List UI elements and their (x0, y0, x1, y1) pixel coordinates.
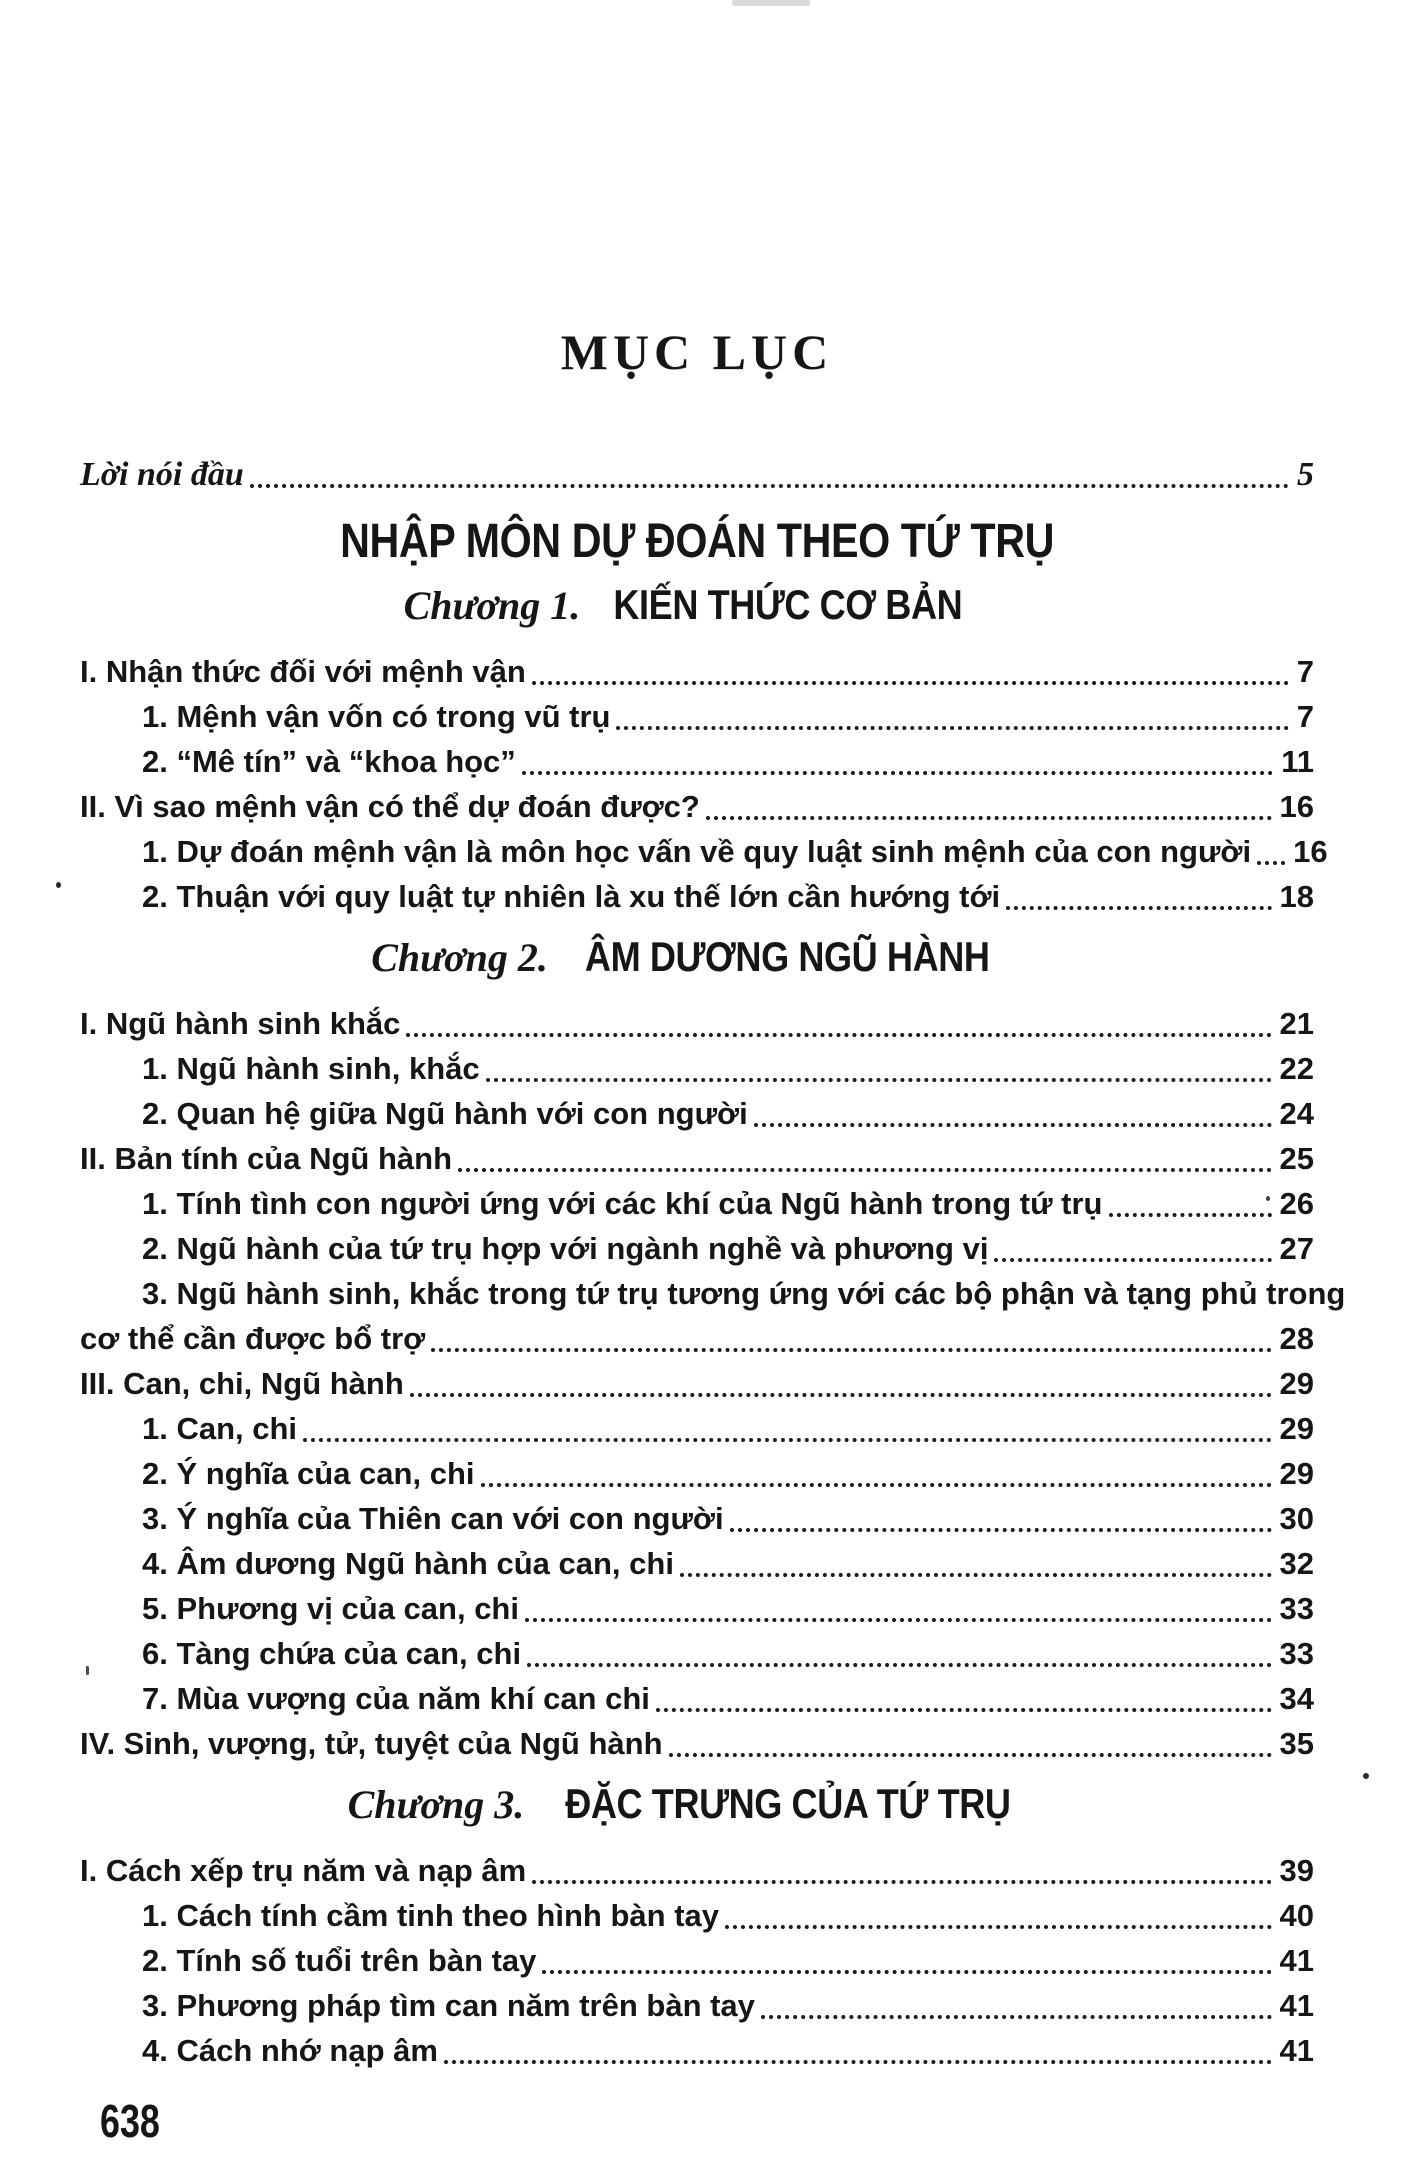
toc-entry (80, 1136, 1314, 1181)
front-matter-label: Lời nói đầu (80, 456, 244, 493)
toc-entry (80, 874, 1314, 919)
toc-entry (80, 1451, 1314, 1496)
dot-leader (444, 2060, 1272, 2064)
toc-entry-page: 40 (1279, 1898, 1314, 1933)
dot-leader (761, 2015, 1272, 2019)
toc-entry-page: 16 (1279, 789, 1314, 824)
scan-speck (1363, 1773, 1369, 1779)
toc-entry (80, 1541, 1314, 1586)
toc-entry (80, 1721, 1314, 1766)
dot-leader (522, 771, 1273, 775)
toc-entry-page: 32 (1279, 1546, 1314, 1581)
dot-leader (431, 1348, 1271, 1352)
dot-leader (486, 1078, 1272, 1082)
toc-entry-label: 2. Quan hệ giữa Ngũ hành với con người (142, 1096, 748, 1131)
dot-leader (1257, 861, 1285, 865)
chapter-title: ÂM DƯƠNG NGŨ HÀNH (585, 933, 990, 980)
toc-entry-label: 1. Tính tình con người ứng với các khí của Ngũ hành trong tứ trụ (142, 1186, 1103, 1221)
toc-entry-page: 11 (1281, 744, 1314, 779)
toc-entry-page: 21 (1279, 1006, 1314, 1041)
toc-entry-page: 41 (1279, 1988, 1314, 2023)
toc-entry-label: cơ thể cần được bổ trợ (80, 1321, 426, 1356)
part-title-text: NHẬP MÔN DỰ ĐOÁN THEO TỨ TRỤ (340, 515, 1054, 568)
toc-entry-label: 1. Cách tính cầm tinh theo hình bàn tay (142, 1898, 719, 1933)
toc-content (80, 0, 1346, 2073)
scan-speck (56, 882, 61, 888)
toc-entry-label: 4. Cách nhớ nạp âm (142, 2033, 438, 2068)
toc-entry (80, 1938, 1314, 1983)
dot-leader (525, 1618, 1272, 1622)
toc-entry-label: 2. “Mê tín” và “khoa học” (142, 744, 516, 779)
toc-entry (80, 739, 1314, 784)
toc-entry (80, 1586, 1314, 1631)
chapter-entries (80, 1001, 1346, 1766)
dot-leader (406, 1033, 1271, 1037)
toc-entry-label: I. Ngũ hành sinh khắc (80, 1006, 401, 1041)
dot-leader (250, 484, 1289, 488)
toc-entry-page: 28 (1279, 1321, 1314, 1356)
toc-entry-page: 7 (1296, 654, 1314, 689)
toc-entry-page: 29 (1279, 1411, 1314, 1446)
toc-entry-page: 22 (1279, 1051, 1314, 1086)
toc-entry-page: 25 (1279, 1141, 1314, 1176)
toc-entry-label: 3. Phương pháp tìm can năm trên bàn tay (142, 1988, 755, 2023)
dot-leader (532, 681, 1289, 685)
dot-leader (616, 726, 1288, 730)
toc-entry (80, 1226, 1314, 1271)
toc-entry-label: 3. Ý nghĩa của Thiên can với con người (142, 1501, 724, 1536)
toc-entry-label: 1. Ngũ hành sinh, khắc (142, 1051, 480, 1086)
chapter-prefix: Chương 1. (403, 583, 581, 628)
front-matter-page: 5 (1297, 456, 1314, 493)
toc-entry (80, 1983, 1314, 2028)
scan-speck (86, 1666, 89, 1675)
folio-number: 638 (100, 2095, 160, 2147)
toc-entry (80, 1893, 1314, 1938)
toc-entry-label: 4. Âm dương Ngũ hành của can, chi (142, 1546, 674, 1581)
dot-leader (303, 1438, 1271, 1442)
toc-entry (80, 1676, 1314, 1721)
dot-leader (754, 1123, 1272, 1127)
toc-entry (80, 1316, 1314, 1361)
chapter-entries (80, 1848, 1314, 2073)
toc-entry-label: 1. Dự đoán mệnh vận là môn học vấn về quy luật sinh mệnh của con người (142, 834, 1252, 869)
toc-entry-page: 33 (1279, 1591, 1314, 1626)
dot-leader (1109, 1213, 1272, 1217)
toc-entry-page: 41 (1279, 1943, 1314, 1978)
toc-entry (80, 1091, 1314, 1136)
toc-entry-page: 26 (1279, 1186, 1314, 1221)
toc-entry-label: 1. Can, chi (142, 1411, 298, 1446)
toc-entry-label: III. Can, chi, Ngũ hành (80, 1366, 404, 1401)
toc-entry-label: 2. Tính số tuổi trên bàn tay (142, 1943, 537, 1978)
toc-entry-page: 24 (1279, 1096, 1314, 1131)
dot-leader (994, 1258, 1271, 1262)
chapter-title: KIẾN THỨC CƠ BẢN (613, 581, 962, 628)
toc-entry (80, 1496, 1314, 1541)
toc-entry-page: 29 (1279, 1456, 1314, 1491)
dot-leader (730, 1528, 1272, 1532)
toc-entry-label: 3. Ngũ hành sinh, khắc trong tứ trụ tương ứng với các bộ phận và tạng phủ trong (142, 1276, 1346, 1311)
chapter-heading (80, 933, 1314, 991)
toc-entry-page: 16 (1293, 834, 1328, 869)
toc-entry-page: 34 (1279, 1681, 1314, 1716)
dot-leader (669, 1753, 1272, 1757)
page-title: MỤC LỤC (560, 324, 834, 380)
toc-entry (80, 1001, 1314, 1046)
toc-entry-label: II. Bản tính của Ngũ hành (80, 1141, 452, 1176)
chapter-prefix: Chương 2. (371, 935, 548, 980)
toc-entry (80, 1631, 1314, 1676)
toc-entry-page: 33 (1279, 1636, 1314, 1671)
dot-leader (1006, 906, 1271, 910)
toc-entry-page: 27 (1279, 1231, 1314, 1266)
toc-entry (80, 649, 1314, 694)
toc-entry (80, 1848, 1314, 1893)
dot-leader (656, 1708, 1272, 1712)
dot-leader (532, 1880, 1271, 1884)
scan-speck (1266, 1196, 1270, 1201)
toc-entry-page: 29 (1279, 1366, 1314, 1401)
dot-leader (542, 1970, 1271, 1974)
toc-entry-label: 2. Ngũ hành của tứ trụ hợp với ngành nghề và phương vị (142, 1231, 989, 1266)
toc-entry-page: 7 (1296, 699, 1314, 734)
toc-entry-page: 41 (1279, 2033, 1314, 2068)
toc-entry (80, 1406, 1314, 1451)
chapter-heading (80, 581, 1314, 639)
dot-leader (458, 1168, 1272, 1172)
dot-leader (725, 1925, 1272, 1929)
toc-entry-label: 6. Tàng chứa của can, chi (142, 1636, 522, 1671)
toc-entry (80, 1361, 1314, 1406)
toc-entry (80, 1271, 1346, 1316)
part-title (80, 517, 1314, 567)
toc-entry (80, 1046, 1314, 1091)
dot-leader (680, 1573, 1272, 1577)
toc-entry-label: 2. Ý nghĩa của can, chi (142, 1456, 475, 1491)
toc-entry-page: 39 (1279, 1853, 1314, 1888)
toc-sections (80, 581, 1346, 2073)
dot-leader (481, 1483, 1272, 1487)
toc-entry (80, 784, 1314, 829)
chapter-title: ĐẶC TRƯNG CỦA TỨ TRỤ (564, 1780, 1011, 1827)
toc-entry-label: IV. Sinh, vượng, tử, tuyệt của Ngũ hành (80, 1726, 663, 1761)
toc-entry-page: 35 (1279, 1726, 1314, 1761)
toc-entry-label: II. Vì sao mệnh vận có thể dự đoán được? (80, 789, 700, 824)
toc-entry (80, 2028, 1314, 2073)
toc-entry-front-matter (80, 452, 1314, 497)
chapter-prefix: Chương 3. (347, 1782, 525, 1827)
toc-entry-label: I. Nhận thức đối với mệnh vận (80, 654, 526, 689)
toc-entry-page: 30 (1279, 1501, 1314, 1536)
toc-entry-label: 7. Mùa vượng của năm khí can chi (142, 1681, 650, 1716)
chapter-entries (80, 649, 1328, 919)
toc-entry-page: 18 (1279, 879, 1314, 914)
toc-entry-label: 1. Mệnh vận vốn có trong vũ trụ (142, 699, 611, 734)
dot-leader (410, 1393, 1272, 1397)
chapter-heading (80, 1780, 1314, 1838)
dot-leader (706, 816, 1272, 820)
dot-leader (527, 1663, 1271, 1667)
toc-entry (80, 829, 1328, 874)
toc-entry-label: 5. Phương vị của can, chi (142, 1591, 519, 1626)
toc-entry (80, 694, 1314, 739)
toc-entry-label: 2. Thuận với quy luật tự nhiên là xu thế lớn cần hướng tới (142, 879, 1001, 914)
toc-entry (80, 1181, 1314, 1226)
toc-entry-label: I. Cách xếp trụ năm và nạp âm (80, 1853, 527, 1888)
